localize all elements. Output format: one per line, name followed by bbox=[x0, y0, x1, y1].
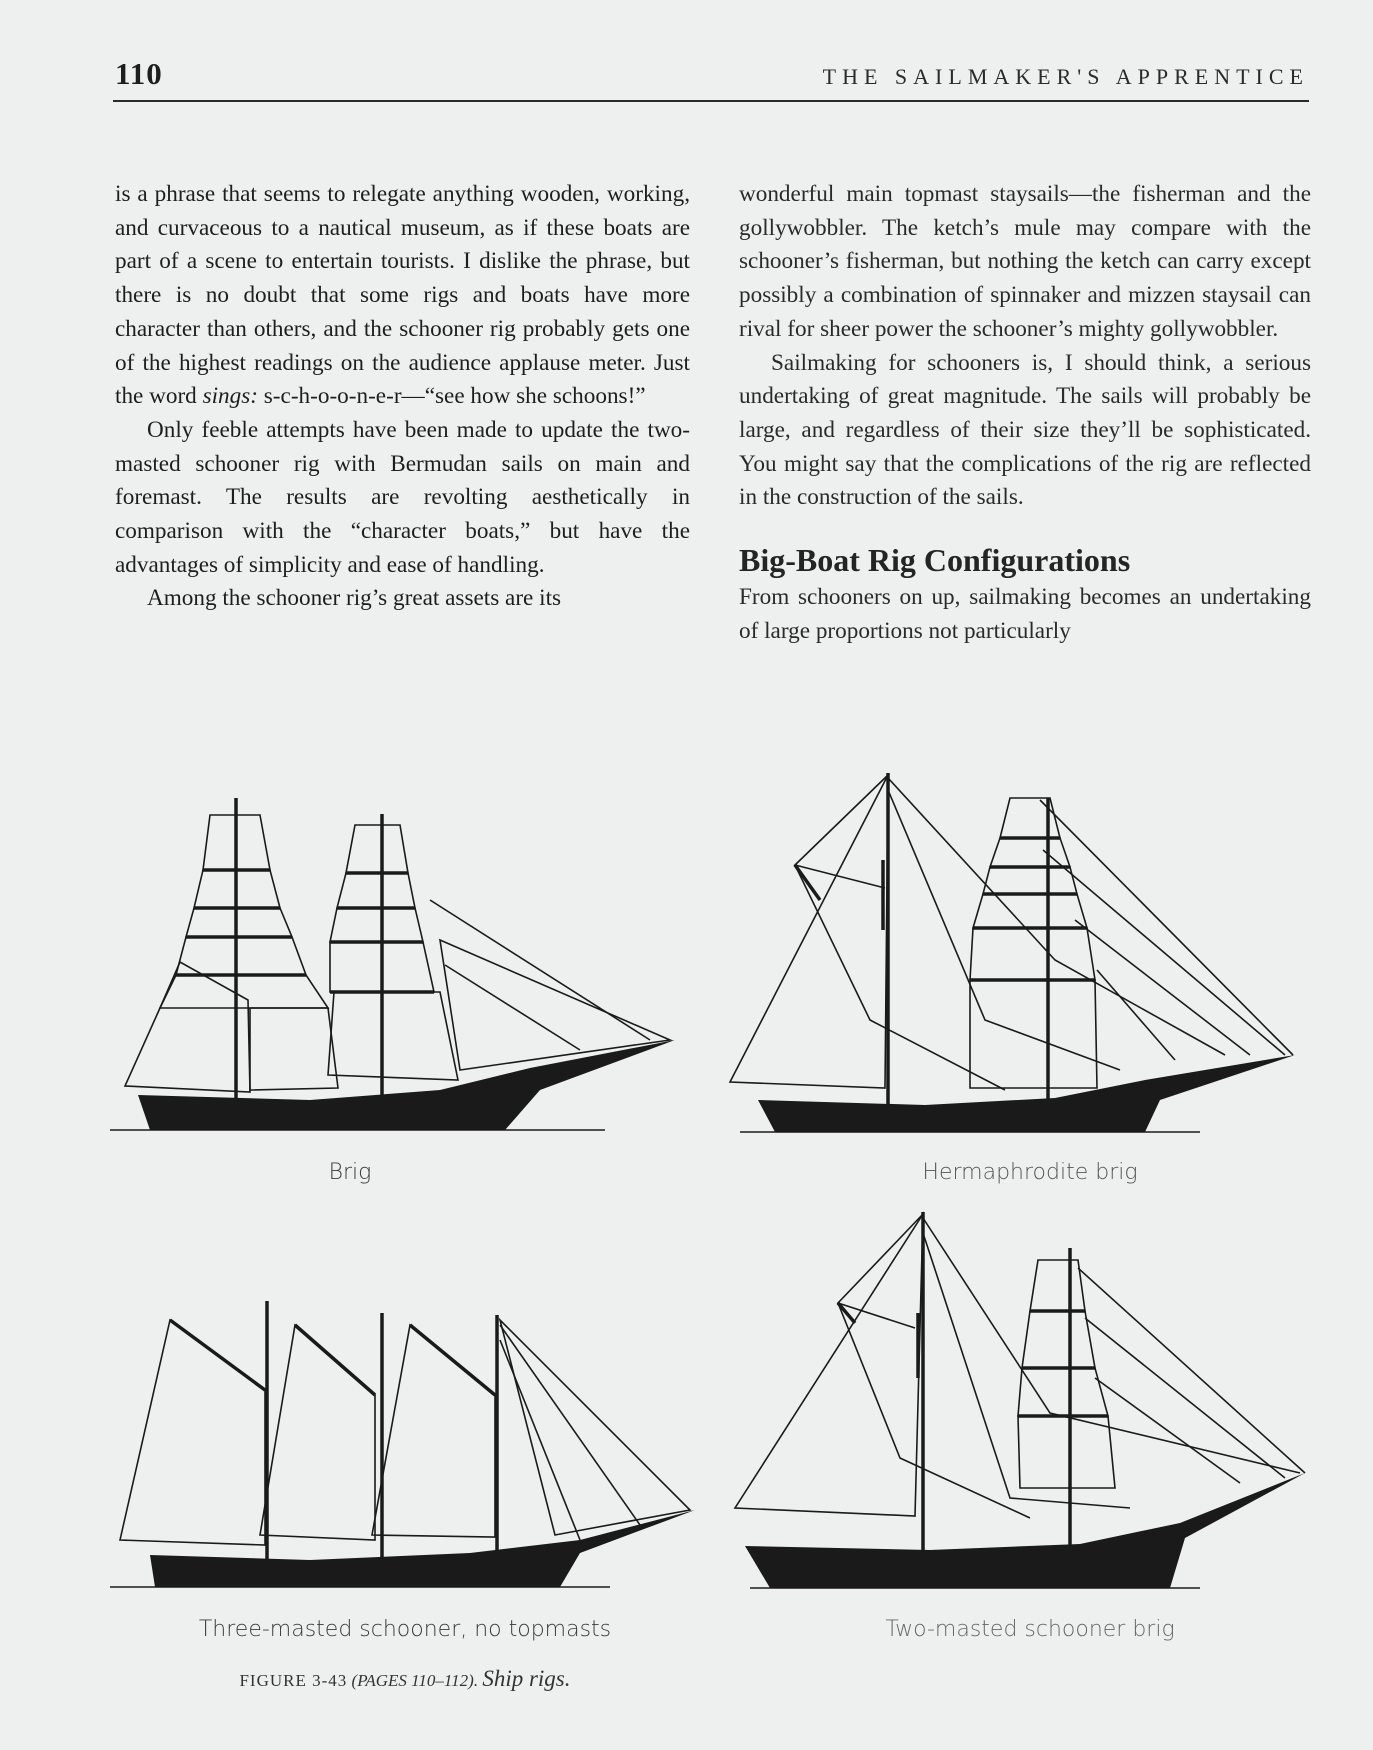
hermaphrodite-brig-illustration bbox=[725, 770, 1305, 1140]
left-paragraph-1: is a phrase that seems to relegate anything wooden, working, and curvaceous to a nautical museum, as if these boats are part of a scene to entertain tourists. I dislike the phrase, but there is no doubt that some rigs and boats have more character than others, and the schooner rig probably gets one of the highest readings on the audience applause meter. Just the word sings: s-c-h-o-o-n-e-r—“see how she schoons!” bbox=[115, 181, 690, 410]
right-column bbox=[739, 178, 1311, 648]
figure-caption bbox=[110, 1666, 700, 1692]
section-heading: Big-Boat Rig Configurations bbox=[739, 542, 1131, 579]
brig-illustration bbox=[110, 790, 690, 1140]
left-paragraph-3: Among the schooner rig’s great assets are its bbox=[147, 585, 562, 612]
left-paragraph-2: Only feeble attempts have been made to update the two-masted schooner rig with Bermudan sails on main and foremast. The results are revolting aesthetically in comparison with the “character boats,” but have the advantages of simplicity and ease of handling. bbox=[115, 416, 690, 578]
figure-title: Ship rigs. bbox=[482, 1666, 571, 1691]
caption-hermaphrodite-brig: Hermaphrodite brig bbox=[922, 1160, 1138, 1185]
right-paragraph-3: From schooners on up, sailmaking becomes an undertaking of large proportions not particularly bbox=[739, 584, 1311, 644]
caption-brig: Brig bbox=[328, 1160, 372, 1185]
right-paragraph-2: Sailmaking for schooners is, I should think, a serious undertaking of great magnitude. The sails will probably be large, and regardless of their size they’ll be sophisticated. You might say that the complications of the rig are reflected in the construction of the sails. bbox=[739, 349, 1311, 511]
figure-pages: (PAGES 110–112). bbox=[351, 1671, 479, 1690]
right-paragraph-1: wonderful main topmast staysails—the fisherman and the gollywobbler. The ketch’s mule may compare with the schooner’s fisherman, but nothing the ketch can carry except possibly a combination of spinnaker and mizzen staysail can rival for sheer power the schooner’s mighty gollywobbler. bbox=[739, 181, 1311, 342]
running-head: THE SAILMAKER'S APPRENTICE bbox=[822, 64, 1309, 89]
header-rule bbox=[113, 100, 1309, 102]
figure-label: FIGURE 3-43 bbox=[239, 1671, 348, 1690]
left-column bbox=[115, 178, 690, 616]
page-number: 110 bbox=[115, 56, 163, 91]
two-masted-schooner-brig-illustration bbox=[730, 1208, 1310, 1593]
three-masted-schooner-illustration bbox=[110, 1295, 700, 1595]
caption-two-masted-schooner-brig: Two-masted schooner brig bbox=[885, 1617, 1175, 1642]
caption-three-masted-schooner: Three-masted schooner, no topmasts bbox=[198, 1617, 612, 1642]
